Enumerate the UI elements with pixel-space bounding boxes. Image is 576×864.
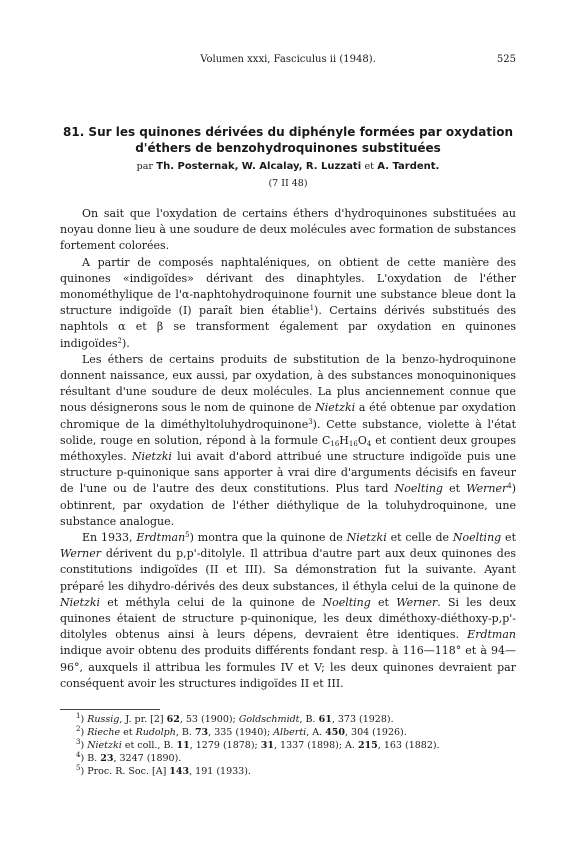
footnotes xyxy=(76,713,516,778)
footnote-4: $^4$) B. 23, 3247 (1890). xyxy=(76,751,182,764)
footnote-ref-3[interactable]: 3 xyxy=(308,417,313,426)
author-posternak: Th. Posternak, xyxy=(156,161,239,172)
footnote-ref-4[interactable]: 4 xyxy=(507,482,512,491)
paragraph-3: Les éthers de certains produits de substitution de la benzo-hydroquinone donnent naissance, eux aussi, par oxydation, à des substances monoquinoniques résultant d'une soudure de deux molécules. La plus anciennement connue que nous désignerons sous le nom de quinone de Nietzki a été obtenue par oxydation chromique de la diméthyltoluhydroquinone$^3$). Cette substance, violette à l'état solide, rouge en solution, répond à la formule $C_{16}H_{16}O_4$ et contient deux groupes méthoxyles. Nietzki lui avait d'abord attribué une structure indigoïde puis une structure p-quinonique sans apporter à vrai dire d'arguments décisifs en faveur de l'une ou de l'autre des deux constitutions. Plus tard Noelting et Werner$^4$) obtinrent, par oxydation de l'éther diéthylique de la toluhydroquinone, une substance analogue. xyxy=(60,352,516,528)
formula-subscript: 16 xyxy=(348,439,358,448)
author-ref-werner: Werner xyxy=(60,547,102,561)
author-ref-nietzki: Nietzki xyxy=(315,401,356,415)
author-ref-werner: Werner xyxy=(396,595,438,609)
footnote-divider xyxy=(60,709,160,710)
footnote-ref-2[interactable]: 2 xyxy=(117,336,123,345)
author-ref-nietzki: Nietzki xyxy=(346,531,387,545)
et-word: et xyxy=(364,161,374,172)
footnote-3: $^3$) Nietzki et coll., B. 11, 1279 (1878); 31, 1337 (1898); A. 215, 163 (1882). xyxy=(76,738,440,751)
footnote-5: $^5$) Proc. R. Soc. [A] 143, 191 (1933). xyxy=(76,764,251,777)
author-tardent: A. Tardent. xyxy=(377,161,440,172)
paragraph-2: A partir de composés naphtaléniques, on obtient de cette manière des quinones «indigoïdes» dérivant des dinaphtyles. L'oxydation de l'éther monométhylique de l'α-naphtohydroquinone fournit une substance bleue dont la structure indigoïde (I) paraît bien établie$^1$). Certains dérivés substitués des naphtols α et β se transforment également par oxydation en quinones indigoïdes$^2$). xyxy=(60,255,517,350)
author-ref-werner: Werner xyxy=(466,482,508,496)
author-line xyxy=(60,160,516,172)
running-head xyxy=(60,54,516,70)
paragraph-4: En 1933, Erdtman$^5$) montra que la quinone de Nietzki et celle de Noelting et Werner dérivent du p,p'-ditolyle. Il attribua d'autre part aux deux quinones des constitutions indigoïdes (II et III). Sa démonstration fut la suivante. Ayant préparé les dihydro-dérivés des deux substances, il éthyla celui de la quinone de Nietzki et méthyla celui de la quinone de Noelting et Werner. Si les deux quinones étaient de structure p-quinonique, les deux diméthoxy-diéthoxy-p,p'-ditolyles obtenus ainsi à leurs dépens, devraient être identiques. Erdtman indique avoir obtenu des produits différents fondant resp. à 116—118° et à 94—96°, auxquels il attribua les formules IV et V; les deux quinones devraient par conséquent avoir les structures indigoïdes II et III. xyxy=(60,531,516,690)
author-ref-nietzki: Nietzki xyxy=(60,595,101,609)
footnote-ref-5[interactable]: 5 xyxy=(185,531,190,540)
article-title-line-1: 81. Sur les quinones dérivées du diphényle formées par oxydation xyxy=(63,125,513,139)
article-title-line-2: d'éthers de benzohydroquinones substituées xyxy=(135,141,441,155)
author-alcalay: W. Alcalay, xyxy=(241,161,303,172)
author-ref-erdtman: Erdtman xyxy=(136,531,186,545)
footnote-1: $^1$) Russig, J. pr. [2] 62, 53 (1900); Goldschmidt, B. 61, 373 (1928). xyxy=(76,712,394,725)
page-number: 525 xyxy=(496,54,516,65)
author-ref-nietzki: Nietzki xyxy=(131,450,172,464)
author-luzzati: R. Luzzati xyxy=(305,161,362,172)
author-ref-noelting: Noelting xyxy=(322,595,371,609)
received-date: (7 II 48) xyxy=(268,178,308,189)
paragraph-1: On sait que l'oxydation de certains éthers d'hydroquinones substituées au noyau donne lieu à une soudure de deux molécules avec formation de substances fortement colorées. xyxy=(60,207,516,253)
article-body xyxy=(60,206,516,692)
par-word: par xyxy=(136,161,153,172)
footnote-2: $^2$) Rieche et Rudolph, B. 73, 335 (1940); Alberti, A. 450, 304 (1926). xyxy=(76,725,407,738)
author-ref-noelting: Noelting xyxy=(452,531,502,545)
article-title xyxy=(60,124,516,156)
footnote-ref-1[interactable]: 1 xyxy=(309,304,315,313)
formula-subscript: 16 xyxy=(330,439,340,448)
journal-volume-title: Volumen xxxi, Fasciculus ii (1948). xyxy=(200,54,376,65)
formula-subscript: 4 xyxy=(366,439,372,448)
author-ref-erdtman: Erdtman xyxy=(467,628,516,642)
author-ref-noelting: Noelting xyxy=(394,482,443,496)
